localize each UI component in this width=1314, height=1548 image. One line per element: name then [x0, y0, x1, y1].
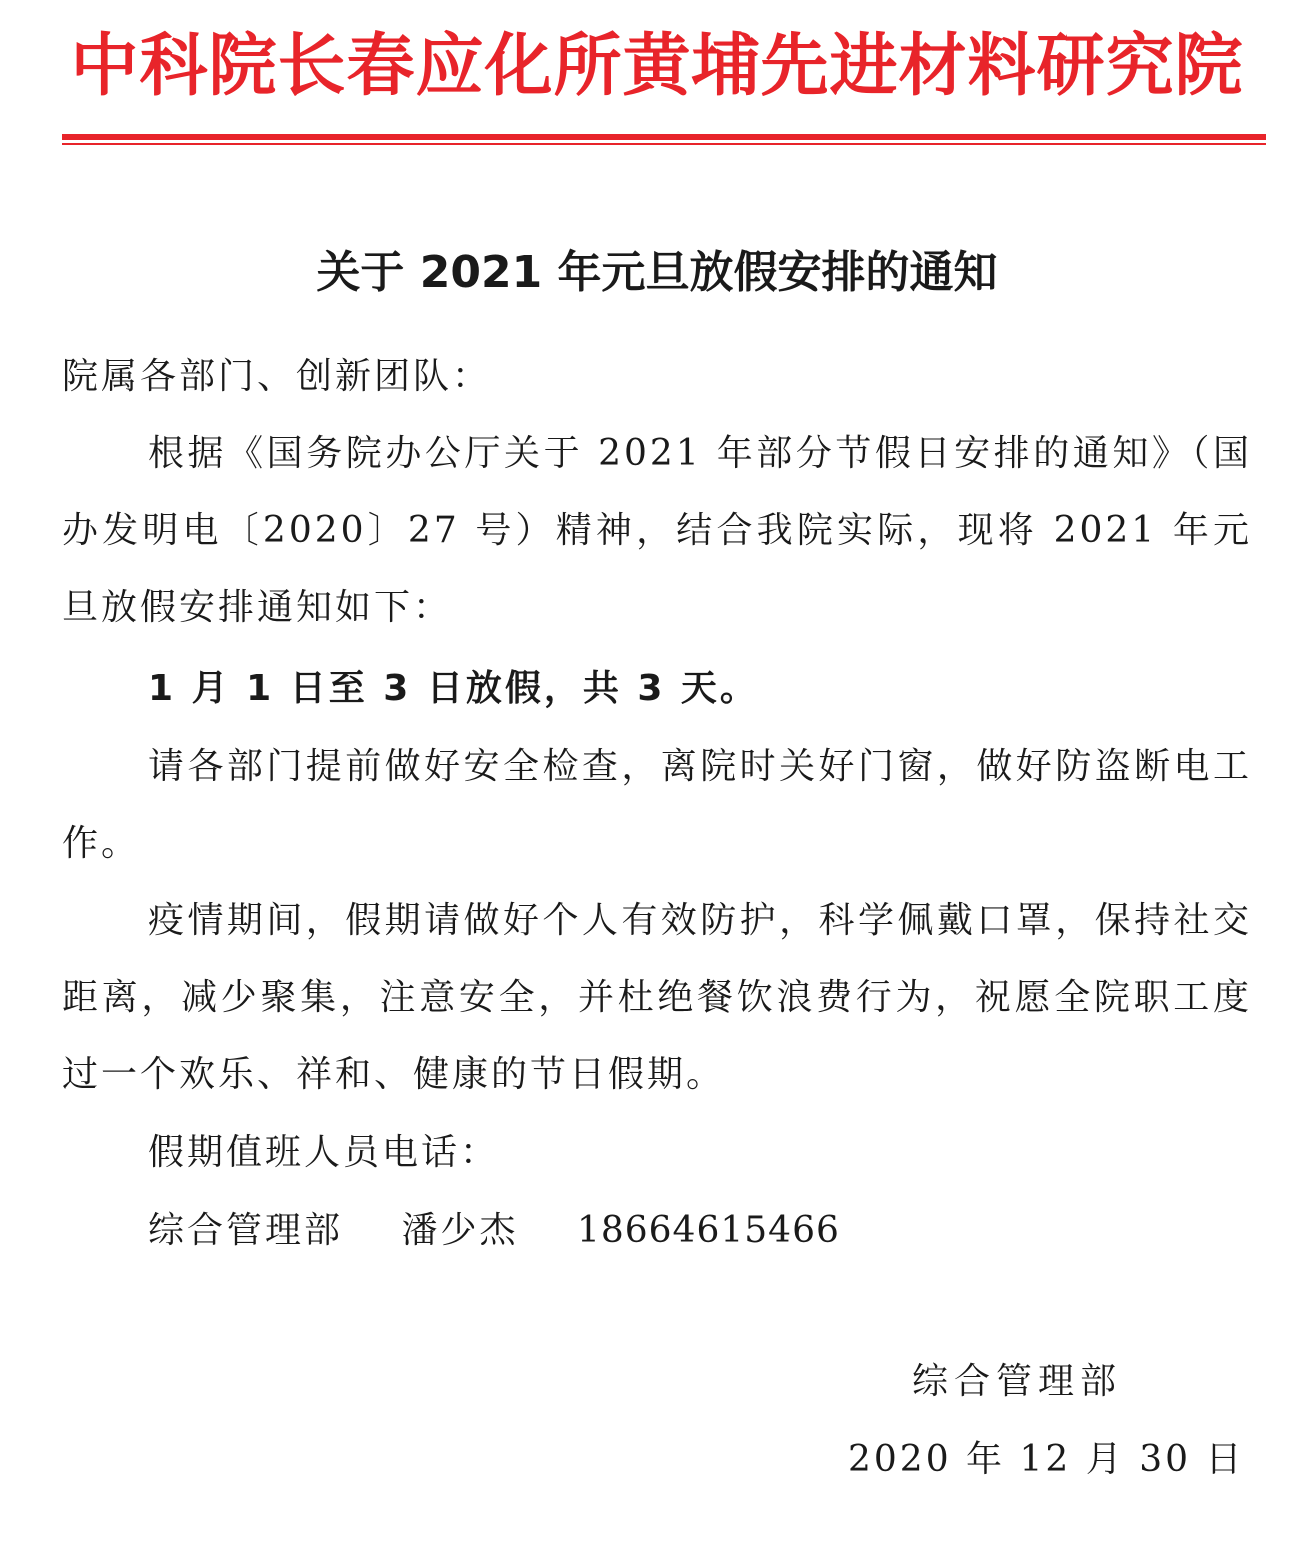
paragraph-basis: 根据《国务院办公厅关于 2021 年部分节假日安排的通知》（国办发明电〔2020〕27 号）精神，结合我院实际，现将 2021 年元旦放假安排通知如下： — [62, 433, 1252, 628]
document-title: 关于 2021 年元旦放假安排的通知 — [316, 247, 998, 298]
paragraph-epidemic-notice: 疫情期间，假期请做好个人有效防护，科学佩戴口罩，保持社交距离，减少聚集，注意安全，并杜绝餐饮浪费行为，祝愿全院职工度过一个欢乐、祥和、健康的节日假期。 — [62, 900, 1252, 1095]
salutation: 院属各部门、创新团队： — [62, 356, 492, 397]
masthead-rule-thick — [62, 134, 1266, 140]
duty-contact-line — [148, 1192, 840, 1269]
paragraph-holiday-dates: 1 月 1 日至 3 日放假，共 3 天。 — [148, 668, 759, 709]
contact-phone: 18664615466 — [576, 1210, 840, 1251]
contact-name: 潘少杰 — [401, 1210, 519, 1251]
masthead-title: 中科院长春应化所黄埔先进材料研究院 — [70, 27, 1244, 106]
signature-department: 综合管理部 — [912, 1361, 1123, 1402]
masthead-rule-thin — [62, 143, 1266, 145]
contact-department: 综合管理部 — [148, 1210, 344, 1251]
paragraph-safety-check: 请各部门提前做好安全检查，离院时关好门窗，做好防盗断电工作。 — [62, 746, 1252, 864]
paragraph-duty-phone-heading: 假期值班人员电话： — [148, 1132, 500, 1173]
signature-date: 2020 年 12 月 30 日 — [848, 1439, 1245, 1480]
